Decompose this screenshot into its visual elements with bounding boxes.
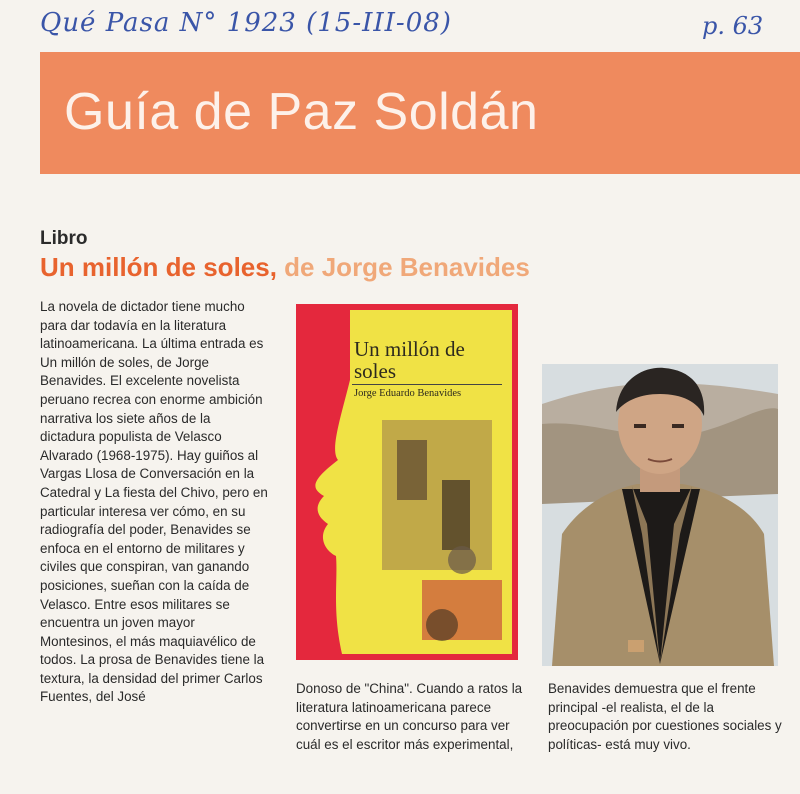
book-cover-image: [296, 304, 518, 660]
section-label: Libro: [40, 228, 88, 249]
headline-author: de Jorge Benavides: [276, 252, 530, 282]
book-cover-background: [302, 310, 512, 654]
headline-book-title: Un millón de soles,: [40, 252, 277, 282]
author-portrait-illustration: [542, 364, 778, 666]
cover-title: Un millón de soles: [354, 337, 465, 383]
cover-author: Jorge Eduardo Benavides: [354, 388, 462, 399]
handwritten-page-number: p. 63: [702, 12, 764, 40]
article-column-2: Donoso de "China". Cuando a ratos la literatura latinoamericana parece convertirse en un concurso para ver cuál es el escritor más experimental,: [296, 681, 523, 752]
article-column-1: La novela de dictador tiene mucho para dar todavía en la literatura latinoamericana. La última entrada es Un millón de soles, de Jorge Benavides. El excelente novelista peruano recrea con enorme ambición narrativa los siete años de la dictadura populista de Velasco Alvarado (1968-1975). Hay guiños al Vargas Llosa de Conversación en la Catedral y La fiesta del Chivo, pero en particular interesa ver cómo, en su radiografía del poder, Benavides se enfoca en el entorno de militares y civiles que conspiran, van ganando posiciones, sueñan con la caída de Velasco. Entre esos militares se encuentra un joven mayor Montesinos, el más maquiavélico de todos. La prosa de Benavides tiene la textura, la densidad del primer Carlos Fuentes, del José: [40, 299, 268, 705]
header-banner: [40, 52, 800, 174]
article-column-3: Benavides demuestra que el frente principal -el realista, el de la preocupación por cuestiones sociales y políticas- está muy vivo.: [548, 681, 782, 752]
page-title: Guía de Paz Soldán: [64, 83, 539, 141]
author-photo: [542, 364, 778, 666]
handwritten-source-note: Qué Pasa N° 1923 (15-III-08): [40, 8, 452, 38]
article-headline: [40, 252, 530, 283]
cover-divider-line: [352, 384, 502, 385]
